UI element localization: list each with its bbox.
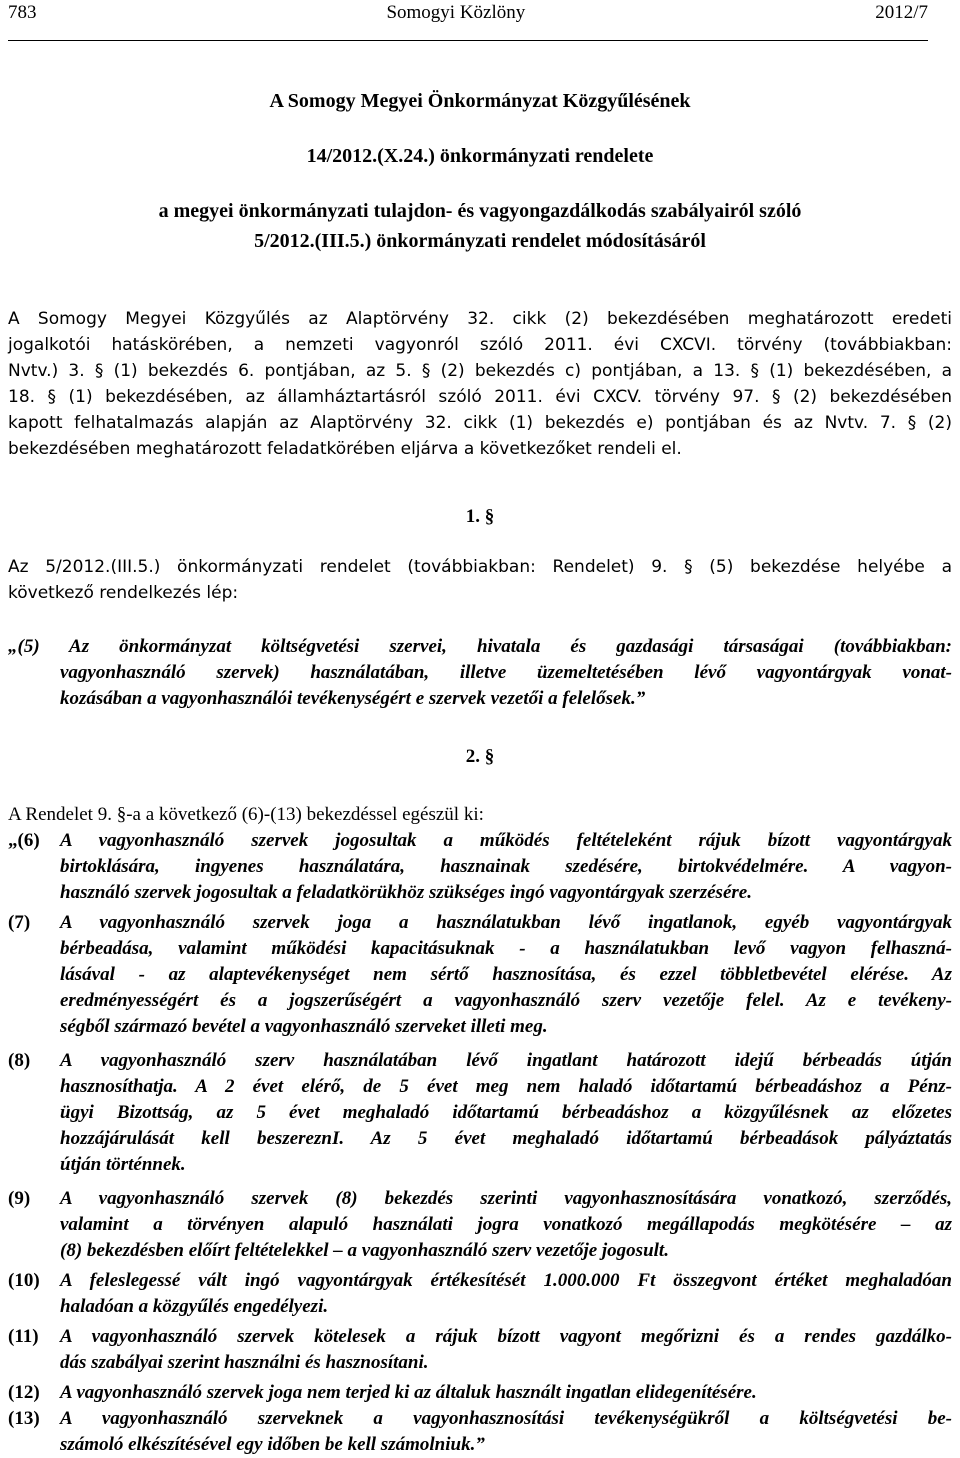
title-line-3: a megyei önkormányzati tulajdon- és vagyongazdálkodás szabályairól szóló [158,200,802,222]
text-line: A vagyonhasználó szervek (8) bekezdés szerinti vagyonhasznosítására vonatkozó, szerződés, [60,1188,952,1209]
paragraph-13 [8,1406,952,1458]
text-line: birtoklására, ingyenes használatára, hasznainak szedésére, birtokvédelmére. A vagyon- [60,856,952,877]
text-line: A vagyonhasználó szerv használatában lévő ingatlant határozott idejű bérbeadás útján [60,1050,952,1071]
paragraph-number: (10) [8,1270,40,1291]
preamble-line: bekezdésében meghatározott feladatkörében eljárva a következőket rendeli el. [8,439,682,459]
text-line: ségből származó bevétel a vagyonhasználó szerveket illeti meg. [60,1016,548,1037]
paragraph-text [60,1048,952,1178]
text-line: (8) bekezdésben előírt feltételekkel – a vagyonhasználó szerv vezetője jogosult. [60,1240,669,1261]
journal-name: Somogyi Közlöny [386,2,526,23]
text-line: bérbeadása, valamint működési kapacitásuknak - a használatukban levő vagyon felhaszná- [60,938,952,959]
preamble-line: jogalkotói hatáskörében, a nemzeti vagyonról szóló 2011. évi CXCVI. törvény (továbbiakban: [8,335,952,355]
title-line-4: 5/2012.(III.5.) önkormányzati rendelet módosításáról [254,230,706,252]
paragraph-number: (13) [8,1408,40,1429]
paragraph-10 [8,1268,952,1320]
page-number: 783 [8,2,37,23]
text-line: A vagyonhasználó szervek jogosultak a működés feltételeként rájuk bízott vagyontárgyak [60,830,952,851]
paragraph-number: (7) [8,912,31,933]
paragraph-text [60,1186,952,1264]
paragraph-7 [8,910,952,1040]
text-line: A vagyonhasználó szervek kötelesek a rájuk bízott vagyont megőrizni és a rendes gazdálko- [60,1326,952,1347]
preamble [8,306,952,462]
text-line: A feleslegessé vált ingó vagyontárgyak értékesítését 1.000.000 Ft összegvont értéket meghaladóan [60,1270,952,1291]
paragraph-text [60,828,952,906]
preamble-line: A Somogy Megyei Közgyűlés az Alaptörvény 32. cikk (2) bekezdésében meghatározott eredeti [8,309,952,329]
text-line: használó szervek jogosultak a feladatkörükhöz szükséges ingó vagyontárgyak szerzésére. [60,882,752,903]
issue-number: 2012/7 [875,2,928,23]
text-line: hozzájárulását kell beszereznI. Az 5 évet meghaladó időtartamú bérbeadások pályáztatás [60,1128,952,1149]
paragraph-text [60,910,952,1040]
text-line: A vagyonhasználó szervek joga nem terjed ki az általuk használt ingatlan elidegenítésére. [60,1382,757,1403]
paragraph-text [60,1406,952,1458]
page-header [8,0,928,26]
section-2-heading: 2. § [465,746,495,767]
paragraph-text [60,1324,952,1376]
text-line: dás szabályai szerint használni és hasznosítani. [60,1352,429,1373]
paragraph-number: (8) [8,1050,31,1071]
preamble-line: kapott felhatalmazás alapján az Alaptörvény 32. cikk (1) bekezdés e) pontjában és az Nvtv. 7. § (2) [8,413,952,433]
quote-line: kozásában a vagyonhasználói tevékenységért e szervek vezetői a felelősek.” [60,688,646,709]
paragraph-number: (12) [8,1382,40,1403]
text-line: A vagyonhasználó szerveknek a vagyonhasznosítási tevékenységükről a költségvetési be- [60,1408,952,1429]
text-line: ügyi Bizottság, az 5 évet meghaladó időtartamú bérbeadáshoz a közgyűlésnek az előzetes [60,1102,952,1123]
paragraph-8 [8,1048,952,1178]
paragraph-number: (9) [8,1188,31,1209]
paragraph-text [60,1268,952,1320]
paragraph-11 [8,1324,952,1376]
title-line-2: 14/2012.(X.24.) önkormányzati rendelete [306,145,654,167]
text-line: lásával - az alaptevékenységet nem sértő hasznosítása, és ezzel többletbevétel elérése. Az [60,964,952,985]
paragraph-text [60,1380,952,1406]
section-2-intro: A Rendelet 9. §-a a következő (6)-(13) bekezdéssel egészül ki: [8,804,484,825]
text-line: hasznosíthatja. A 2 évet elérő, de 5 évet meg nem haladó időtartamú bérbeadáshoz a Pénz- [60,1076,952,1097]
paragraph-6 [8,828,952,906]
header-rule [8,40,928,41]
section-1-heading: 1. § [465,506,495,527]
section-1-intro [8,554,952,606]
preamble-line: 18. § (1) bekezdésében, az államháztartásról szóló 2011. évi CXCV. törvény 97. § (2) bekezdésében [8,387,952,407]
intro-line: következő rendelkezés lép: [8,583,239,603]
section-1-quote [8,634,952,712]
text-line: számoló elkészítésével egy időben be kell számolniuk.” [60,1434,485,1455]
paragraph-9 [8,1186,952,1264]
text-line: valamint a törvényen alapuló használati jogra vonatkozó megállapodás megkötésére – az [60,1214,952,1235]
text-line: A vagyonhasználó szervek joga a használatukban lévő ingatlanok, egyéb vagyontárgyak [60,912,952,933]
title-line-1: A Somogy Megyei Önkormányzat Közgyűlésének [269,90,691,112]
text-line: eredményességért és a jogszerűségért a vagyonhasználó szerv vezetője felel. Az e tevékeny- [60,990,952,1011]
text-line: útján történnek. [60,1154,186,1175]
quote-line: „(5) Az önkormányzat költségvetési szervei, hivatala és gazdasági társaságai (továbbiakban: [8,636,952,657]
preamble-line: Nvtv.) 3. § (1) bekezdés 6. pontjában, az 5. § (2) bekezdés c) pontjában, a 13. § (1) bekezdésében, a [8,361,952,381]
text-line: haladóan a közgyűlés engedélyezi. [60,1296,329,1317]
quote-line: vagyonhasználó szervek) használatában, illetve üzemeltetésében lévő vagyontárgyak vonat- [60,662,952,683]
intro-line: Az 5/2012.(III.5.) önkormányzati rendelet (továbbiakban: Rendelet) 9. § (5) bekezdése helyébe a [8,557,952,577]
paragraph-12 [8,1380,952,1406]
paragraph-number: (11) [8,1326,39,1347]
paragraph-number: „(6) [8,830,40,851]
